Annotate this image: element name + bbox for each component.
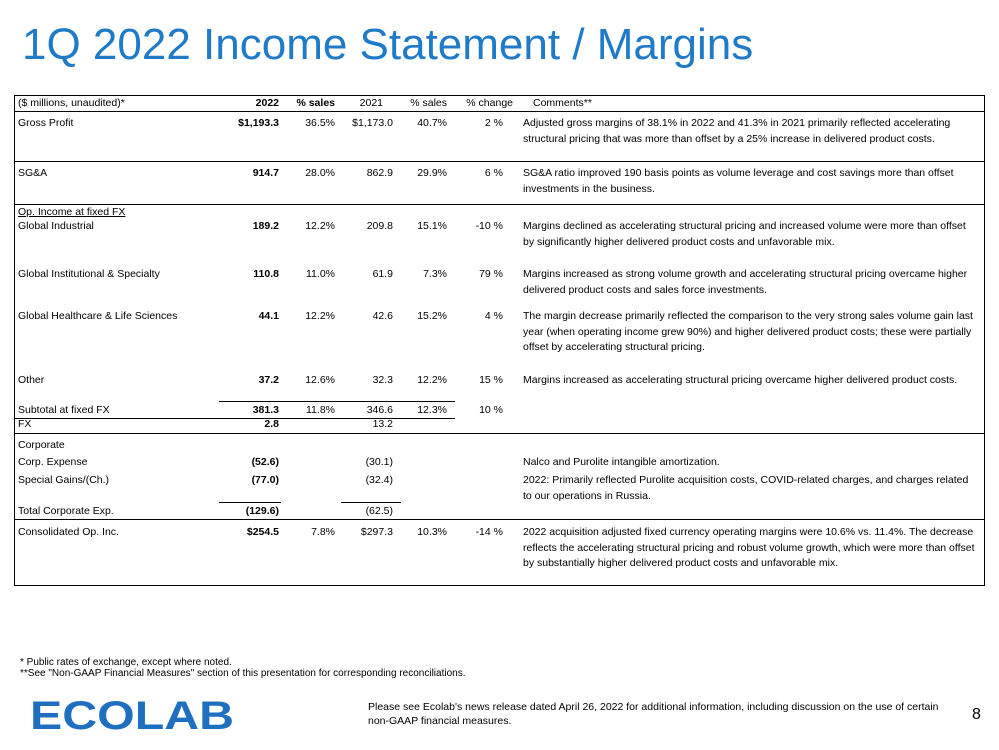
sales-pct-2021: 10.3% — [417, 526, 447, 538]
row-label: FX — [18, 418, 32, 430]
row-label: SG&A — [18, 167, 48, 179]
value-2022: (52.6) — [251, 456, 279, 468]
sales-pct-2021: 15.2% — [417, 310, 447, 322]
row-comment: Nalco and Purolite intangible amortization. — [523, 456, 720, 468]
row-label: Subtotal at fixed FX — [18, 404, 110, 416]
value-2022: $1,193.3 — [238, 117, 279, 129]
row-comment: Margins declined as accelerating structural pricing and increased volume were more than offset by significantly higher delivered product costs and unfavorable mix. — [523, 220, 966, 248]
sales-pct-2022: 11.0% — [306, 268, 335, 280]
page-number: 8 — [972, 706, 981, 723]
sales-pct-2022: 28.0% — [305, 167, 335, 179]
pct-change: 10 % — [479, 404, 503, 416]
row-label: Consolidated Op. Inc. — [18, 526, 119, 538]
income-statement-table — [14, 95, 985, 586]
value-2021: (32.4) — [365, 474, 393, 486]
svg-text:ECOLAB: ECOLAB — [30, 695, 234, 735]
row-label: Global Industrial — [18, 220, 94, 232]
pct-change: 6 % — [484, 167, 503, 179]
ecolab-logo — [30, 695, 236, 740]
sales-pct-2022: 36.5% — [305, 117, 335, 129]
row-comment: 2022: Primarily reflected Purolite acquisition costs, COVID-related charges, and charges related to our operations in Russia. — [523, 474, 969, 502]
pct-change: 15 % — [479, 374, 503, 386]
sales-pct-2021: 12.2% — [417, 374, 447, 386]
row-label: Total Corporate Exp. — [18, 505, 114, 517]
value-2022: 914.7 — [252, 167, 279, 179]
sales-pct-2021: 15.1% — [417, 220, 447, 232]
row-label: Corp. Expense — [18, 456, 88, 468]
value-2021: $297.3 — [360, 526, 393, 538]
table-header-row — [15, 96, 984, 112]
sales-pct-2021: 40.7% — [417, 117, 447, 129]
value-2021: 209.8 — [366, 220, 393, 232]
value-2021: 42.6 — [372, 310, 393, 322]
value-2022: (77.0) — [251, 474, 279, 486]
pct-change: -14 % — [475, 526, 503, 538]
sales-pct-2021: 29.9% — [417, 167, 447, 179]
row-label: Global Healthcare & Life Sciences — [18, 310, 178, 322]
value-2021: $1,173.0 — [352, 117, 393, 129]
sales-pct-2022: 7.8% — [311, 526, 335, 538]
row-label: Global Institutional & Specialty — [18, 268, 160, 280]
total-rule-2021 — [341, 502, 401, 503]
value-2022: 2.8 — [264, 418, 279, 430]
news-release-note: Please see Ecolab's news release dated April 26, 2022 for additional information, including discussion on the use of certain non-GAAP financial measures. — [368, 701, 939, 727]
section-op-income: Op. Income at fixed FX — [18, 206, 126, 218]
value-2022: 110.8 — [253, 268, 279, 280]
sales-pct-2021: 12.3% — [417, 404, 447, 416]
footnote-1: * Public rates of exchange, except where noted. — [20, 657, 232, 668]
row-comment: The margin decrease primarily reflected the comparison to the very strong sales volume gain last year (when operating income grew 90%) and higher delivered product costs; these were partially offset by accelerating structural pricing. — [523, 310, 973, 353]
value-2021: (62.5) — [365, 505, 393, 517]
value-2021: (30.1) — [365, 456, 393, 468]
header-units: ($ millions, unaudited)* — [18, 97, 125, 109]
page-title: 1Q 2022 Income Statement / Margins — [22, 20, 754, 69]
row-comment: Margins increased as accelerating structural pricing overcame higher delivered product costs. — [523, 374, 958, 386]
row-label: Other — [18, 374, 45, 386]
sales-pct-2022: 11.8% — [306, 404, 335, 416]
pct-change: 4 % — [484, 310, 503, 322]
value-2022: 37.2 — [258, 374, 279, 386]
value-2021: 32.3 — [372, 374, 393, 386]
value-2022: (129.6) — [245, 505, 279, 517]
value-2021: 862.9 — [366, 167, 393, 179]
section-corporate: Corporate — [18, 439, 65, 451]
row-divider — [15, 204, 984, 205]
row-comment: SG&A ratio improved 190 basis points as volume leverage and cost savings more than offset investments in the business. — [523, 167, 954, 195]
header-2022: 2022 — [255, 97, 279, 109]
value-2022: $254.5 — [246, 526, 279, 538]
value-2021: 61.9 — [372, 268, 393, 280]
value-2022: 44.1 — [258, 310, 279, 322]
header-change: % change — [466, 97, 513, 109]
header-sales-2021: % sales — [410, 97, 447, 109]
row-comment: Adjusted gross margins of 38.1% in 2022 and 41.3% in 2021 primarily reflected accelerating structural pricing that was more than offset by a 25% increase in delivered product costs. — [523, 117, 951, 145]
header-sales-2022: % sales — [296, 97, 335, 109]
subtotal-rule — [219, 401, 455, 402]
value-2022: 381.3 — [252, 404, 279, 416]
row-divider — [15, 519, 984, 520]
sales-pct-2022: 12.2% — [305, 310, 335, 322]
header-2021: 2021 — [359, 97, 383, 109]
value-2022: 189.2 — [252, 220, 279, 232]
row-comment: Margins increased as strong volume growth and accelerating structural pricing overcame higher delivered product costs and sales force investments. — [523, 268, 968, 296]
pct-change: 79 % — [479, 268, 503, 280]
sales-pct-2021: 7.3% — [423, 268, 447, 280]
footnote-2: **See "Non-GAAP Financial Measures" section of this presentation for corresponding reconciliations. — [20, 668, 466, 679]
sales-pct-2022: 12.2% — [305, 220, 335, 232]
sales-pct-2022: 12.6% — [305, 374, 335, 386]
row-divider — [15, 433, 984, 434]
row-comment: 2022 acquisition adjusted fixed currency operating margins were 10.6% vs. 11.4%. The decrease reflects the accelerating structural pricing and robust volume growth, which were more than offset by substantially higher delivered product costs and unfavorable mix. — [523, 526, 975, 569]
row-divider — [15, 161, 984, 162]
value-2021: 346.6 — [366, 404, 393, 416]
pct-change: -10 % — [475, 220, 503, 232]
row-label: Special Gains/(Ch.) — [18, 474, 110, 486]
pct-change: 2 % — [484, 117, 503, 129]
row-label: Gross Profit — [18, 117, 74, 129]
total-rule-2022 — [219, 502, 281, 503]
value-2021: 13.2 — [372, 418, 393, 430]
header-comments: Comments** — [533, 97, 592, 109]
